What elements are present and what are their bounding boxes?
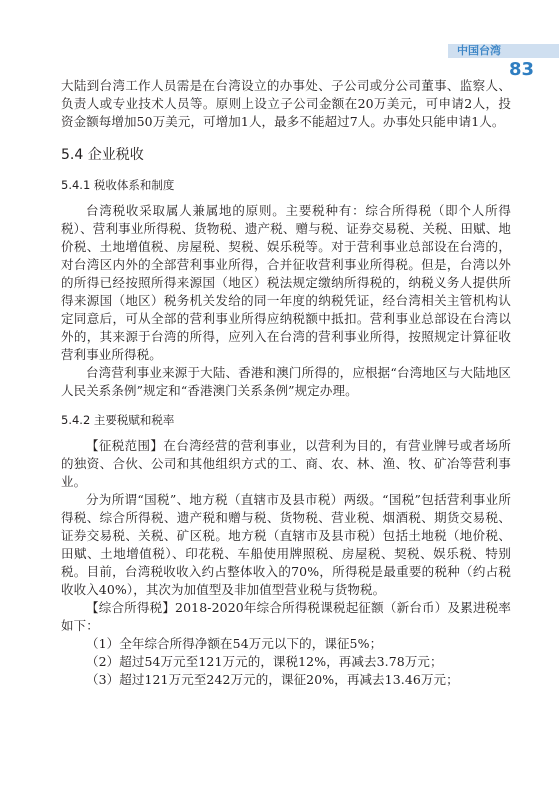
intro-paragraph: 大陆到台湾工作人员需是在台湾设立的办事处、子公司或分公司董事、监察人、负责人或专业技术人员等。原则上设立子公司金额在20万美元，可申请2人，投资金额每增加50万美元，可增加1人，最多不能超过7人。办事处只能申请1人。 [61, 78, 511, 129]
paragraph: 台湾营利事业来源于大陆、香港和澳门所得的，应根据“台湾地区与大陆地区人民关系条例”规定和“香港澳门关系条例”规定办理。 [61, 365, 511, 398]
tax-bracket-item: （1）全年综合所得净额在54万元以下的，课征5%； [86, 636, 383, 651]
paragraph: 分为所谓“国税”、地方税（直辖市及县市税）两级。“国税”包括营利事业所得税、综合所得税、遗产税和赠与税、货物税、营业税、烟酒税、期货交易税、证券交易税、关税、矿区税。地方税（直辖市及县市税）包括土地税（地价税、田赋、土地增值税）、印花税、车船使用牌照税、房屋税、契税、娱乐税、特别税。目前，台湾税收收入约占整体收入的70%，所得税是最重要的税种（约占税收收入40%），其次为加值型及非加值型营业税与货物税。 [61, 492, 511, 597]
tax-bracket-item: （3）超过121万元至242万元的，课征20%，再减去13.46万元； [86, 672, 459, 687]
paragraph: 【征税范围】在台湾经营的营利事业，以营利为目的，有营业牌号或者场所的独资、合伙、公司和其他组织方式的工、商、农、林、渔、牧、矿冶等营利事业。 [61, 438, 511, 489]
running-title: 中国台湾 [457, 44, 501, 57]
subsection-heading-5-4-1: 5.4.1 税收体系和制度 [61, 178, 175, 192]
page-number: 83 [509, 59, 535, 80]
paragraph: 台湾税收采取属人兼属地的原则。主要税种有：综合所得税（即个人所得税）、营利事业所得税、货物税、遗产税、赠与税、证券交易税、关税、田赋、地价税、土地增值税、房屋税、契税、娱乐税等。对于营利事业总部设在台湾的，对台湾区内外的全部营利事业所得，合并征收营利事业所得税。但是，台湾以外的所得已经按照所得来源国（地区）税法规定缴纳所得税的，纳税义务人提供所得来源国（地区）税务机关发给的同一年度的纳税凭证，经台湾相关主管机构认定同意后，可从全部的营利事业所得应纳税额中抵扣。营利事业总部设在台湾以外的，其来源于台湾的所得，应列入在台湾的营利事业所得，按照规定计算征收营利事业所得税。 [61, 203, 511, 362]
tax-bracket-item: （2）超过54万元至121万元的，课税12%，再减去3.78万元； [86, 654, 443, 669]
paragraph: 【综合所得税】2018-2020年综合所得税课税起征额（新台币）及累进税率如下： [61, 600, 511, 633]
subsection-heading-5-4-2: 5.4.2 主要税赋和税率 [61, 413, 175, 427]
page-content [61, 77, 511, 689]
section-heading-5-4: 5.4 企业税收 [61, 147, 144, 163]
